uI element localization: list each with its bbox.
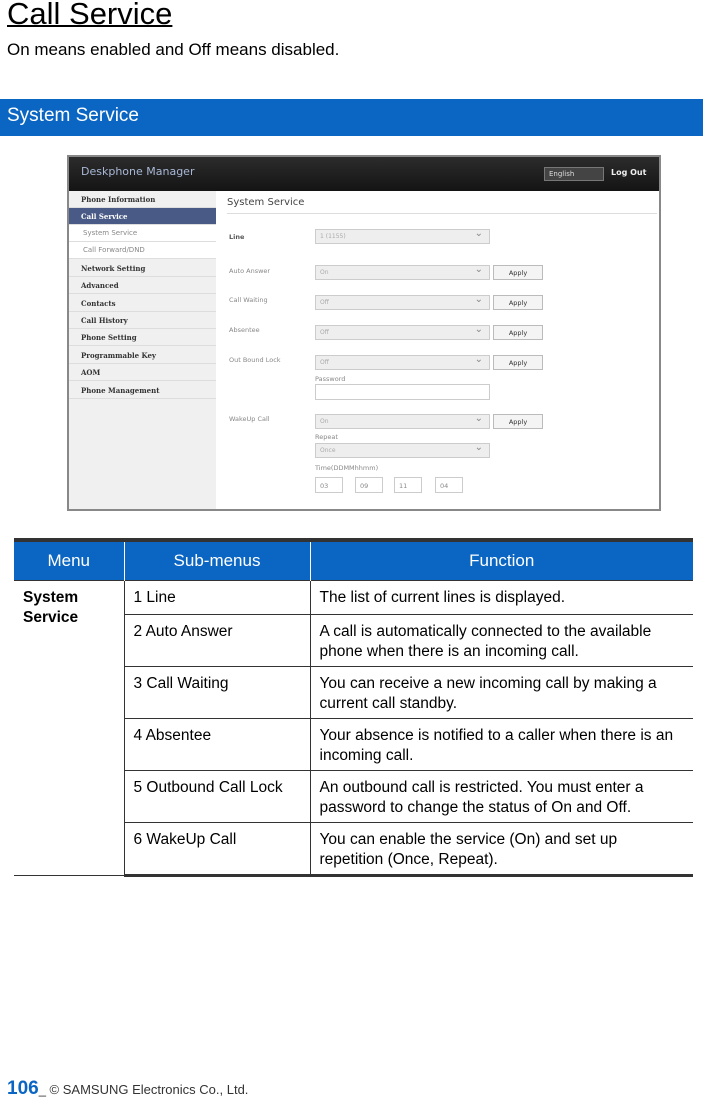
- copyright: _ © SAMSUNG Electronics Co., Ltd.: [38, 1082, 249, 1097]
- line-label: Line: [229, 233, 245, 241]
- sidebar-item-phone-setting[interactable]: Phone Setting: [69, 329, 216, 346]
- sidebar-item-contacts[interactable]: Contacts: [69, 295, 216, 312]
- app-title: Deskphone Manager: [81, 165, 195, 178]
- sidebar-item-call-history[interactable]: Call History: [69, 312, 216, 329]
- auto-answer-apply-button[interactable]: Apply: [493, 265, 543, 280]
- call-waiting-label: Call Waiting: [229, 296, 268, 304]
- function-cell: The list of current lines is displayed.: [310, 580, 693, 614]
- sidebar-item-network-setting[interactable]: Network Setting: [69, 260, 216, 277]
- sub-menu-cell: 1 Line: [124, 580, 310, 614]
- sidebar-item-phone-management[interactable]: Phone Management: [69, 382, 216, 399]
- function-cell: A call is automatically connected to the available phone when there is an incoming call.: [310, 614, 693, 666]
- menu-cell: System Service: [14, 580, 124, 875]
- wakeup-call-apply-button[interactable]: Apply: [493, 414, 543, 429]
- time-minute-input[interactable]: 04: [435, 477, 463, 493]
- sub-menu-cell: 5 Outbound Call Lock: [124, 770, 310, 822]
- outbound-lock-select[interactable]: Off ⌄: [315, 355, 490, 370]
- wakeup-call-label: WakeUp Call: [229, 415, 270, 423]
- sub-menu-cell: 6 WakeUp Call: [124, 822, 310, 875]
- header-menu: Menu: [14, 540, 124, 580]
- table-row: [14, 580, 693, 614]
- outbound-lock-apply-button[interactable]: Apply: [493, 355, 543, 370]
- sub-menu-cell: 4 Absentee: [124, 718, 310, 770]
- password-input[interactable]: [315, 384, 490, 400]
- content-title: System Service: [227, 197, 305, 208]
- page-footer: [7, 1078, 248, 1100]
- sidebar: [69, 191, 216, 511]
- absentee-select[interactable]: Off ⌄: [315, 325, 490, 340]
- time-label: Time(DDMMhhmm): [315, 464, 379, 472]
- password-label: Password: [315, 375, 346, 383]
- line-select[interactable]: 1 (1155) ⌄: [315, 229, 490, 244]
- function-cell: Your absence is notified to a caller when there is an incoming call.: [310, 718, 693, 770]
- language-select[interactable]: English: [544, 167, 604, 181]
- time-month-input[interactable]: 09: [355, 477, 383, 493]
- function-cell: You can enable the service (On) and set up repetition (Once, Repeat).: [310, 822, 693, 875]
- table-header: [14, 540, 693, 580]
- sidebar-item-system-service[interactable]: System Service: [69, 225, 216, 242]
- logout-link[interactable]: Log Out: [611, 168, 647, 177]
- screenshot-system-service: [67, 155, 661, 511]
- divider: [227, 213, 657, 214]
- sidebar-item-call-forward[interactable]: Call Forward/DND: [69, 242, 216, 259]
- function-cell: An outbound call is restricted. You must enter a password to change the status of On and Off.: [310, 770, 693, 822]
- auto-answer-select[interactable]: On ⌄: [315, 265, 490, 280]
- call-waiting-select[interactable]: Off ⌄: [315, 295, 490, 310]
- sidebar-item-aom[interactable]: AOM: [69, 364, 216, 381]
- auto-answer-label: Auto Answer: [229, 267, 271, 275]
- wakeup-call-select[interactable]: On ⌄: [315, 414, 490, 429]
- repeat-label: Repeat: [315, 433, 338, 441]
- page-number: 106: [7, 1078, 39, 1099]
- description: On means enabled and Off means disabled.: [7, 40, 340, 59]
- sidebar-item-phone-information[interactable]: Phone Information: [69, 191, 216, 208]
- repeat-select[interactable]: Once ⌄: [315, 443, 490, 458]
- sidebar-item-advanced[interactable]: Advanced: [69, 277, 216, 294]
- outbound-lock-label: Out Bound Lock: [229, 356, 281, 364]
- page-title: Call Service: [7, 0, 173, 31]
- time-day-input[interactable]: 03: [315, 477, 343, 493]
- system-service-table: [14, 538, 693, 877]
- sidebar-item-call-service[interactable]: Call Service: [69, 208, 216, 225]
- sub-menu-cell: 3 Call Waiting: [124, 666, 310, 718]
- absentee-label: Absentee: [229, 326, 260, 334]
- function-cell: You can receive a new incoming call by making a current call standby.: [310, 666, 693, 718]
- header-function: Function: [310, 540, 693, 580]
- call-waiting-apply-button[interactable]: Apply: [493, 295, 543, 310]
- section-heading: System Service: [0, 99, 703, 136]
- absentee-apply-button[interactable]: Apply: [493, 325, 543, 340]
- sub-menu-cell: 2 Auto Answer: [124, 614, 310, 666]
- sidebar-item-programmable-key[interactable]: Programmable Key: [69, 347, 216, 364]
- time-hour-input[interactable]: 11: [394, 477, 422, 493]
- header-sub-menus: Sub-menus: [124, 540, 310, 580]
